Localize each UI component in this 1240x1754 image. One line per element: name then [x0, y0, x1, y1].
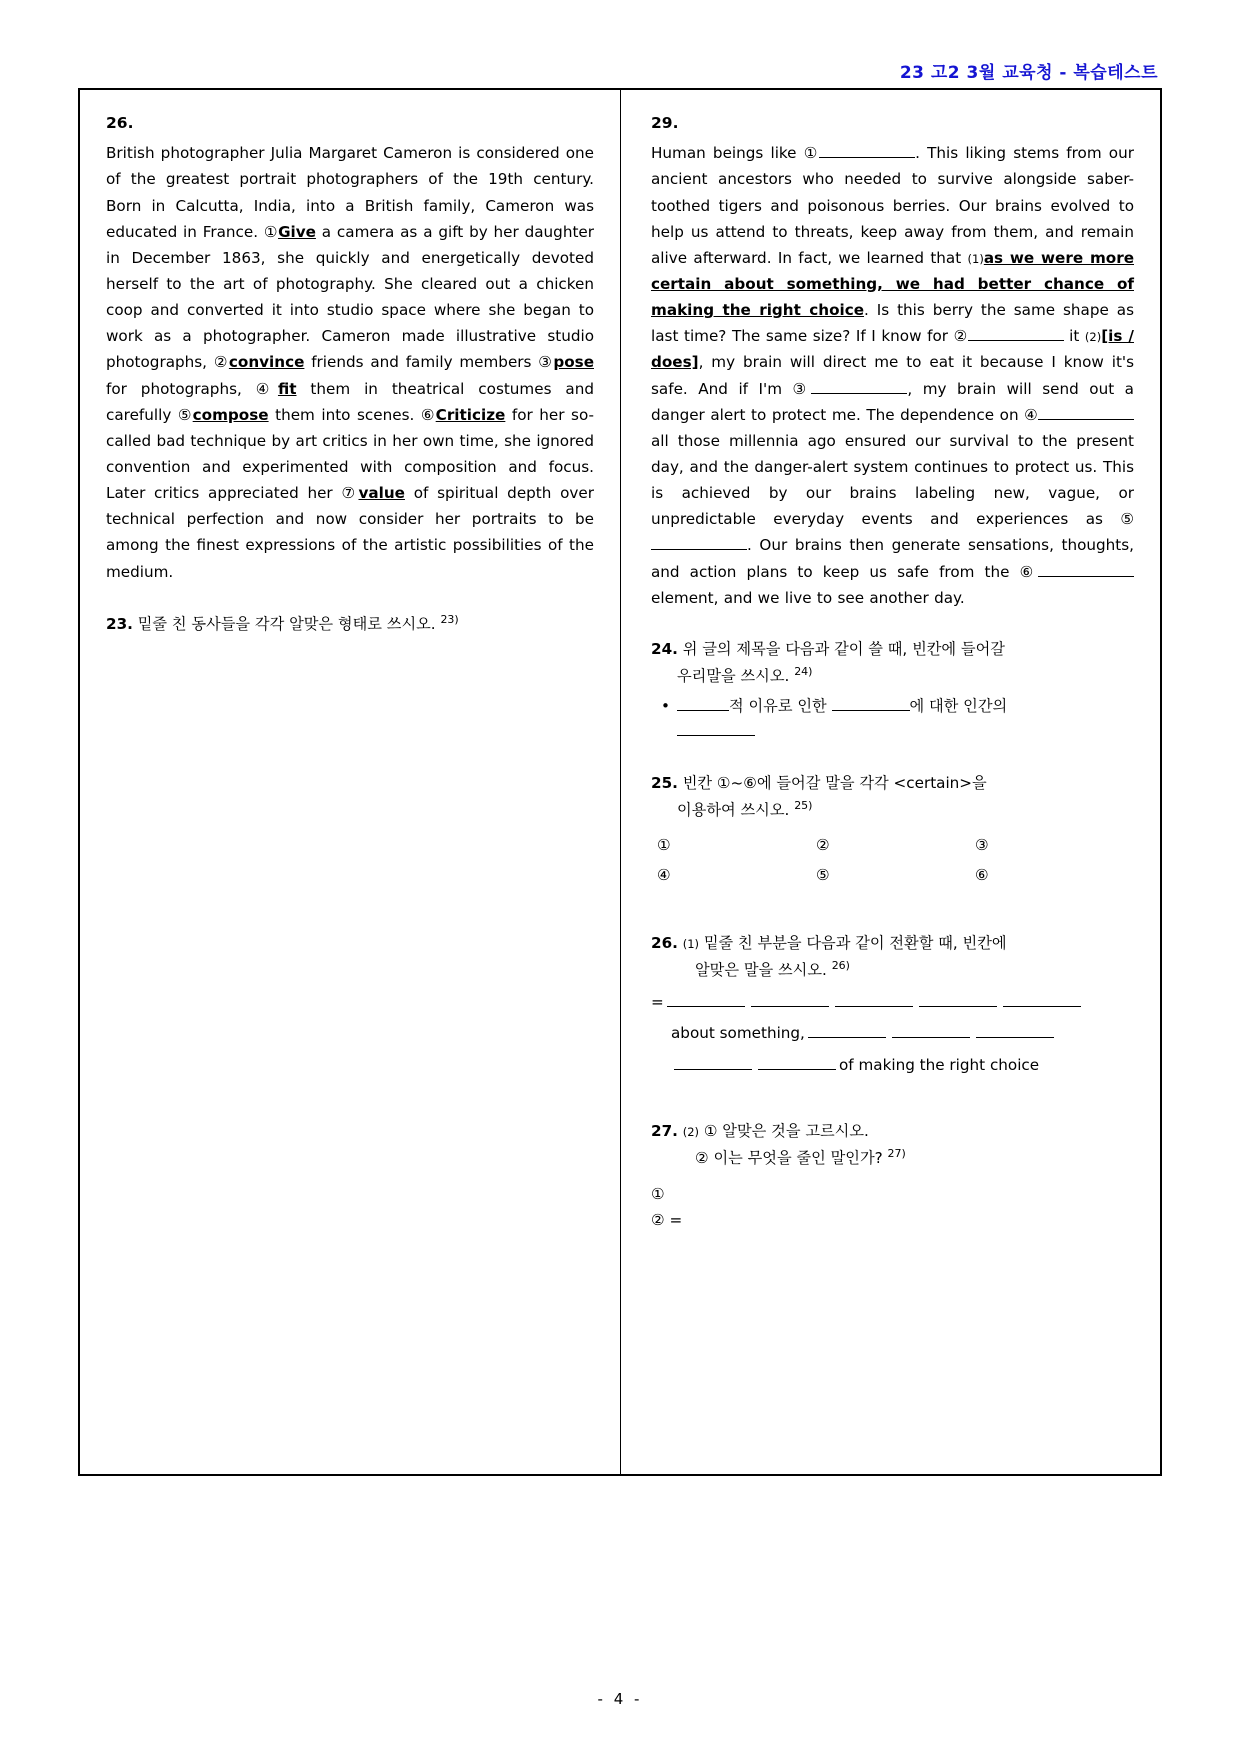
text-segment: for her so-called bad technique by art critics in her own time, she ignored convention and experimented with composition and focus. Later critics appreciated her — [106, 405, 594, 503]
question-25-answer-row-2 — [651, 860, 1134, 890]
underline-mark-1: (1) — [967, 251, 984, 266]
q26-blank-6[interactable] — [808, 1023, 886, 1038]
q25-answer-2[interactable]: ② — [815, 835, 830, 854]
answer-blank-4[interactable] — [1038, 405, 1134, 420]
left-passage-number: 26. — [106, 114, 134, 132]
left-column — [80, 90, 620, 1474]
question-25-line1 — [651, 771, 1134, 797]
question-24-bullet-line2 — [651, 719, 1134, 745]
question-27-number: 27. — [651, 1122, 678, 1141]
answer-blank-6[interactable] — [1038, 562, 1134, 577]
marked-word-6: Criticize — [435, 405, 506, 424]
q25-answer-5[interactable]: ⑤ — [815, 866, 830, 885]
circled-marker-7: ⑦ — [341, 484, 359, 503]
question-23 — [106, 611, 594, 638]
question-27-line1 — [651, 1119, 1134, 1145]
question-26-line1 — [651, 931, 1134, 957]
circled-marker-3: ③ — [538, 353, 554, 372]
question-27-sub: (2) — [682, 1125, 700, 1140]
blank-marker-4: ④ — [1024, 405, 1038, 424]
question-26-equals: = — [651, 992, 664, 1011]
q26-blank-2[interactable] — [751, 992, 829, 1007]
question-24-bullet — [651, 694, 1134, 720]
question-26-text2: 알맞은 말을 쓰시오. — [695, 960, 827, 979]
answer-blank-3[interactable] — [811, 379, 907, 394]
q26-blank-9[interactable] — [674, 1055, 752, 1070]
q25-answer-4[interactable]: ④ — [657, 866, 671, 885]
right-column — [620, 90, 1160, 1474]
question-27-line2 — [651, 1145, 1134, 1172]
blank-marker-3: ③ — [792, 379, 812, 398]
document-header-title: 23 고2 3월 교육청 - 복습테스트 — [899, 63, 1158, 83]
q26-blank-1[interactable] — [667, 992, 745, 1007]
text-segment: of spiritual depth over technical perfection and now consider her portraits to be among the finest expressions of the artistic possibilities of the medium. — [106, 484, 594, 581]
q26-blank-3[interactable] — [835, 992, 913, 1007]
question-24-text1: 위 글의 제목을 다음과 같이 쓸 때, 빈칸에 들어갈 — [682, 639, 1005, 658]
question-27 — [651, 1119, 1134, 1233]
underline-mark-2: (2) — [1084, 330, 1102, 345]
text-segment: , my brain will direct me to eat it because I know it's safe. And if I'm — [651, 353, 1134, 398]
question-26 — [651, 931, 1134, 1079]
question-24-number: 24. — [651, 639, 678, 658]
q24-blank-2[interactable] — [832, 696, 910, 711]
blank-marker-6: ⑥ — [1019, 562, 1038, 581]
blank-marker-2: ② — [953, 327, 968, 346]
circled-marker-2: ② — [213, 353, 229, 372]
question-26-sub: (1) — [682, 936, 700, 951]
question-27-answer-1[interactable]: ① — [651, 1184, 665, 1203]
circled-marker-4: ④ — [255, 379, 278, 398]
text-segment: British photographer Julia Margaret Cameron is considered one of the greatest portrait photographers of the 19th century. Born in Calcutta, India, into a British family, Cameron was educated in France. — [106, 144, 594, 241]
question-26-line2 — [651, 957, 1134, 984]
q26-blank-4[interactable] — [919, 992, 997, 1007]
q24-blank-1[interactable] — [677, 696, 729, 711]
question-26-answer-line1 — [651, 990, 1134, 1016]
left-passage-text — [106, 140, 594, 584]
two-column-layout — [80, 90, 1160, 1474]
answer-blank-5[interactable] — [651, 535, 747, 550]
question-27-text1: ① 알맞은 것을 고르시오. — [703, 1122, 869, 1141]
question-27-answer-2[interactable]: ② = — [651, 1210, 683, 1229]
marked-word-2: convince — [228, 353, 305, 372]
text-segment: them in theatrical costumes and carefully — [106, 379, 594, 424]
question-24-bullet-a: 적 이유로 인한 — [729, 696, 827, 715]
question-23-number: 23. — [106, 614, 133, 633]
q26-blank-10[interactable] — [758, 1055, 836, 1070]
blank-marker-5: ⑤ — [1120, 510, 1134, 529]
question-25-ref: 25) — [794, 799, 813, 813]
question-23-text: 밑줄 친 동사들을 각각 알맞은 형태로 쓰시오. — [137, 614, 436, 633]
marked-word-5: compose — [192, 405, 269, 424]
question-25-number: 25. — [651, 774, 678, 793]
question-24-bullet-b: 에 대한 인간의 — [909, 696, 1008, 715]
question-27-ref: 27) — [887, 1146, 906, 1160]
right-passage-text — [651, 140, 1134, 611]
text-segment: , my brain will send out a danger alert to protect me. The dependence on — [651, 379, 1134, 424]
underlined-phrase-1: as we were more certain about something, we had better chance of making the right choice — [651, 248, 1134, 320]
text-segment: a camera as a gift by her daughter in December 1863, she quickly and energetically devoted herself to the art of photography. She cleared out a chicken coop and converted it into studio space where she began to work as a photographer. Cameron made illustrative studio photographs, — [106, 222, 594, 372]
text-segment: . This liking stems from our ancient ancestors who needed to survive alongside saber-toothed tigers and poisonous berries. Our brains evolved to help us attend to threats, keep away from them, and remain alive afterward. In fact, we learned that — [651, 144, 1134, 267]
question-25-line2 — [651, 797, 1134, 824]
marked-word-7: value — [358, 484, 405, 503]
text-segment: . Our brains then generate sensations, thoughts, and action plans to keep us safe from the — [651, 536, 1134, 581]
question-23-ref: 23) — [440, 612, 459, 626]
question-26-text1: 밑줄 친 부분을 다음과 같이 전환할 때, 빈칸에 — [703, 933, 1007, 952]
question-25-answer-row-1 — [651, 830, 1134, 860]
q25-answer-6[interactable]: ⑥ — [974, 866, 989, 885]
q26-blank-7[interactable] — [892, 1023, 970, 1038]
circled-marker-1: ① — [263, 222, 279, 241]
text-segment: for photographs, — [106, 379, 256, 398]
question-26-tail-text: of making the right choice — [839, 1056, 1040, 1075]
text-segment: friends and family members — [304, 353, 539, 372]
question-26-answer-line2 — [651, 1021, 1134, 1047]
marked-word-3: pose — [553, 353, 594, 372]
q26-blank-8[interactable] — [976, 1023, 1054, 1038]
text-segment: them into scenes. — [268, 405, 421, 424]
question-27-text2: ② 이는 무엇을 줄인 말인가? — [695, 1148, 883, 1167]
question-24-line2 — [651, 663, 1134, 690]
marked-word-1: Give — [278, 222, 316, 241]
blank-marker-1: ① — [803, 144, 820, 163]
question-25-text2: 이용하여 쓰시오. — [677, 801, 790, 820]
question-24-ref: 24) — [794, 664, 813, 678]
text-segment: . Is this berry the same shape as last time? The same size? If I know for — [651, 301, 1134, 346]
underlined-phrase-2: [is / does] — [651, 327, 1134, 372]
text-segment: it — [1063, 327, 1085, 346]
question-25-text1: 빈칸 ①~⑥에 들어갈 말을 각각 <certain>을 — [682, 774, 987, 793]
circled-marker-5: ⑤ — [177, 405, 193, 424]
answer-blank-1[interactable] — [819, 143, 915, 158]
question-23-line — [106, 611, 594, 638]
marked-word-4: fit — [277, 379, 297, 398]
page-number-footer: - 4 - — [597, 1690, 643, 1708]
q24-blank-3[interactable] — [677, 721, 755, 736]
question-26-mid-text: about something, — [671, 1024, 805, 1043]
q26-blank-5[interactable] — [1003, 992, 1081, 1007]
question-26-number: 26. — [651, 933, 678, 952]
answer-blank-2[interactable] — [968, 326, 1064, 341]
question-26-ref: 26) — [831, 958, 850, 972]
right-passage-number: 29. — [651, 114, 679, 132]
q25-answer-1[interactable]: ① — [657, 835, 671, 854]
text-segment: all those millennia ago ensured our survival to the present day, and the danger-alert system continues to protect us. This is achieved by our brains labeling new, vague, or unpredictable everyday events and experiences as — [651, 431, 1134, 529]
bullet-icon: • — [661, 696, 670, 715]
question-25 — [651, 771, 1134, 891]
text-segment: element, and we live to see another day. — [651, 588, 965, 607]
content-box — [78, 88, 1162, 1476]
question-26-answer-line3 — [651, 1053, 1134, 1079]
text-segment: Human beings like — [651, 144, 804, 163]
q25-answer-3[interactable]: ③ — [974, 835, 989, 854]
question-24 — [651, 637, 1134, 745]
question-24-text2: 우리말을 쓰시오. — [677, 666, 790, 685]
circled-marker-6: ⑥ — [420, 405, 436, 424]
question-24-line1 — [651, 637, 1134, 663]
